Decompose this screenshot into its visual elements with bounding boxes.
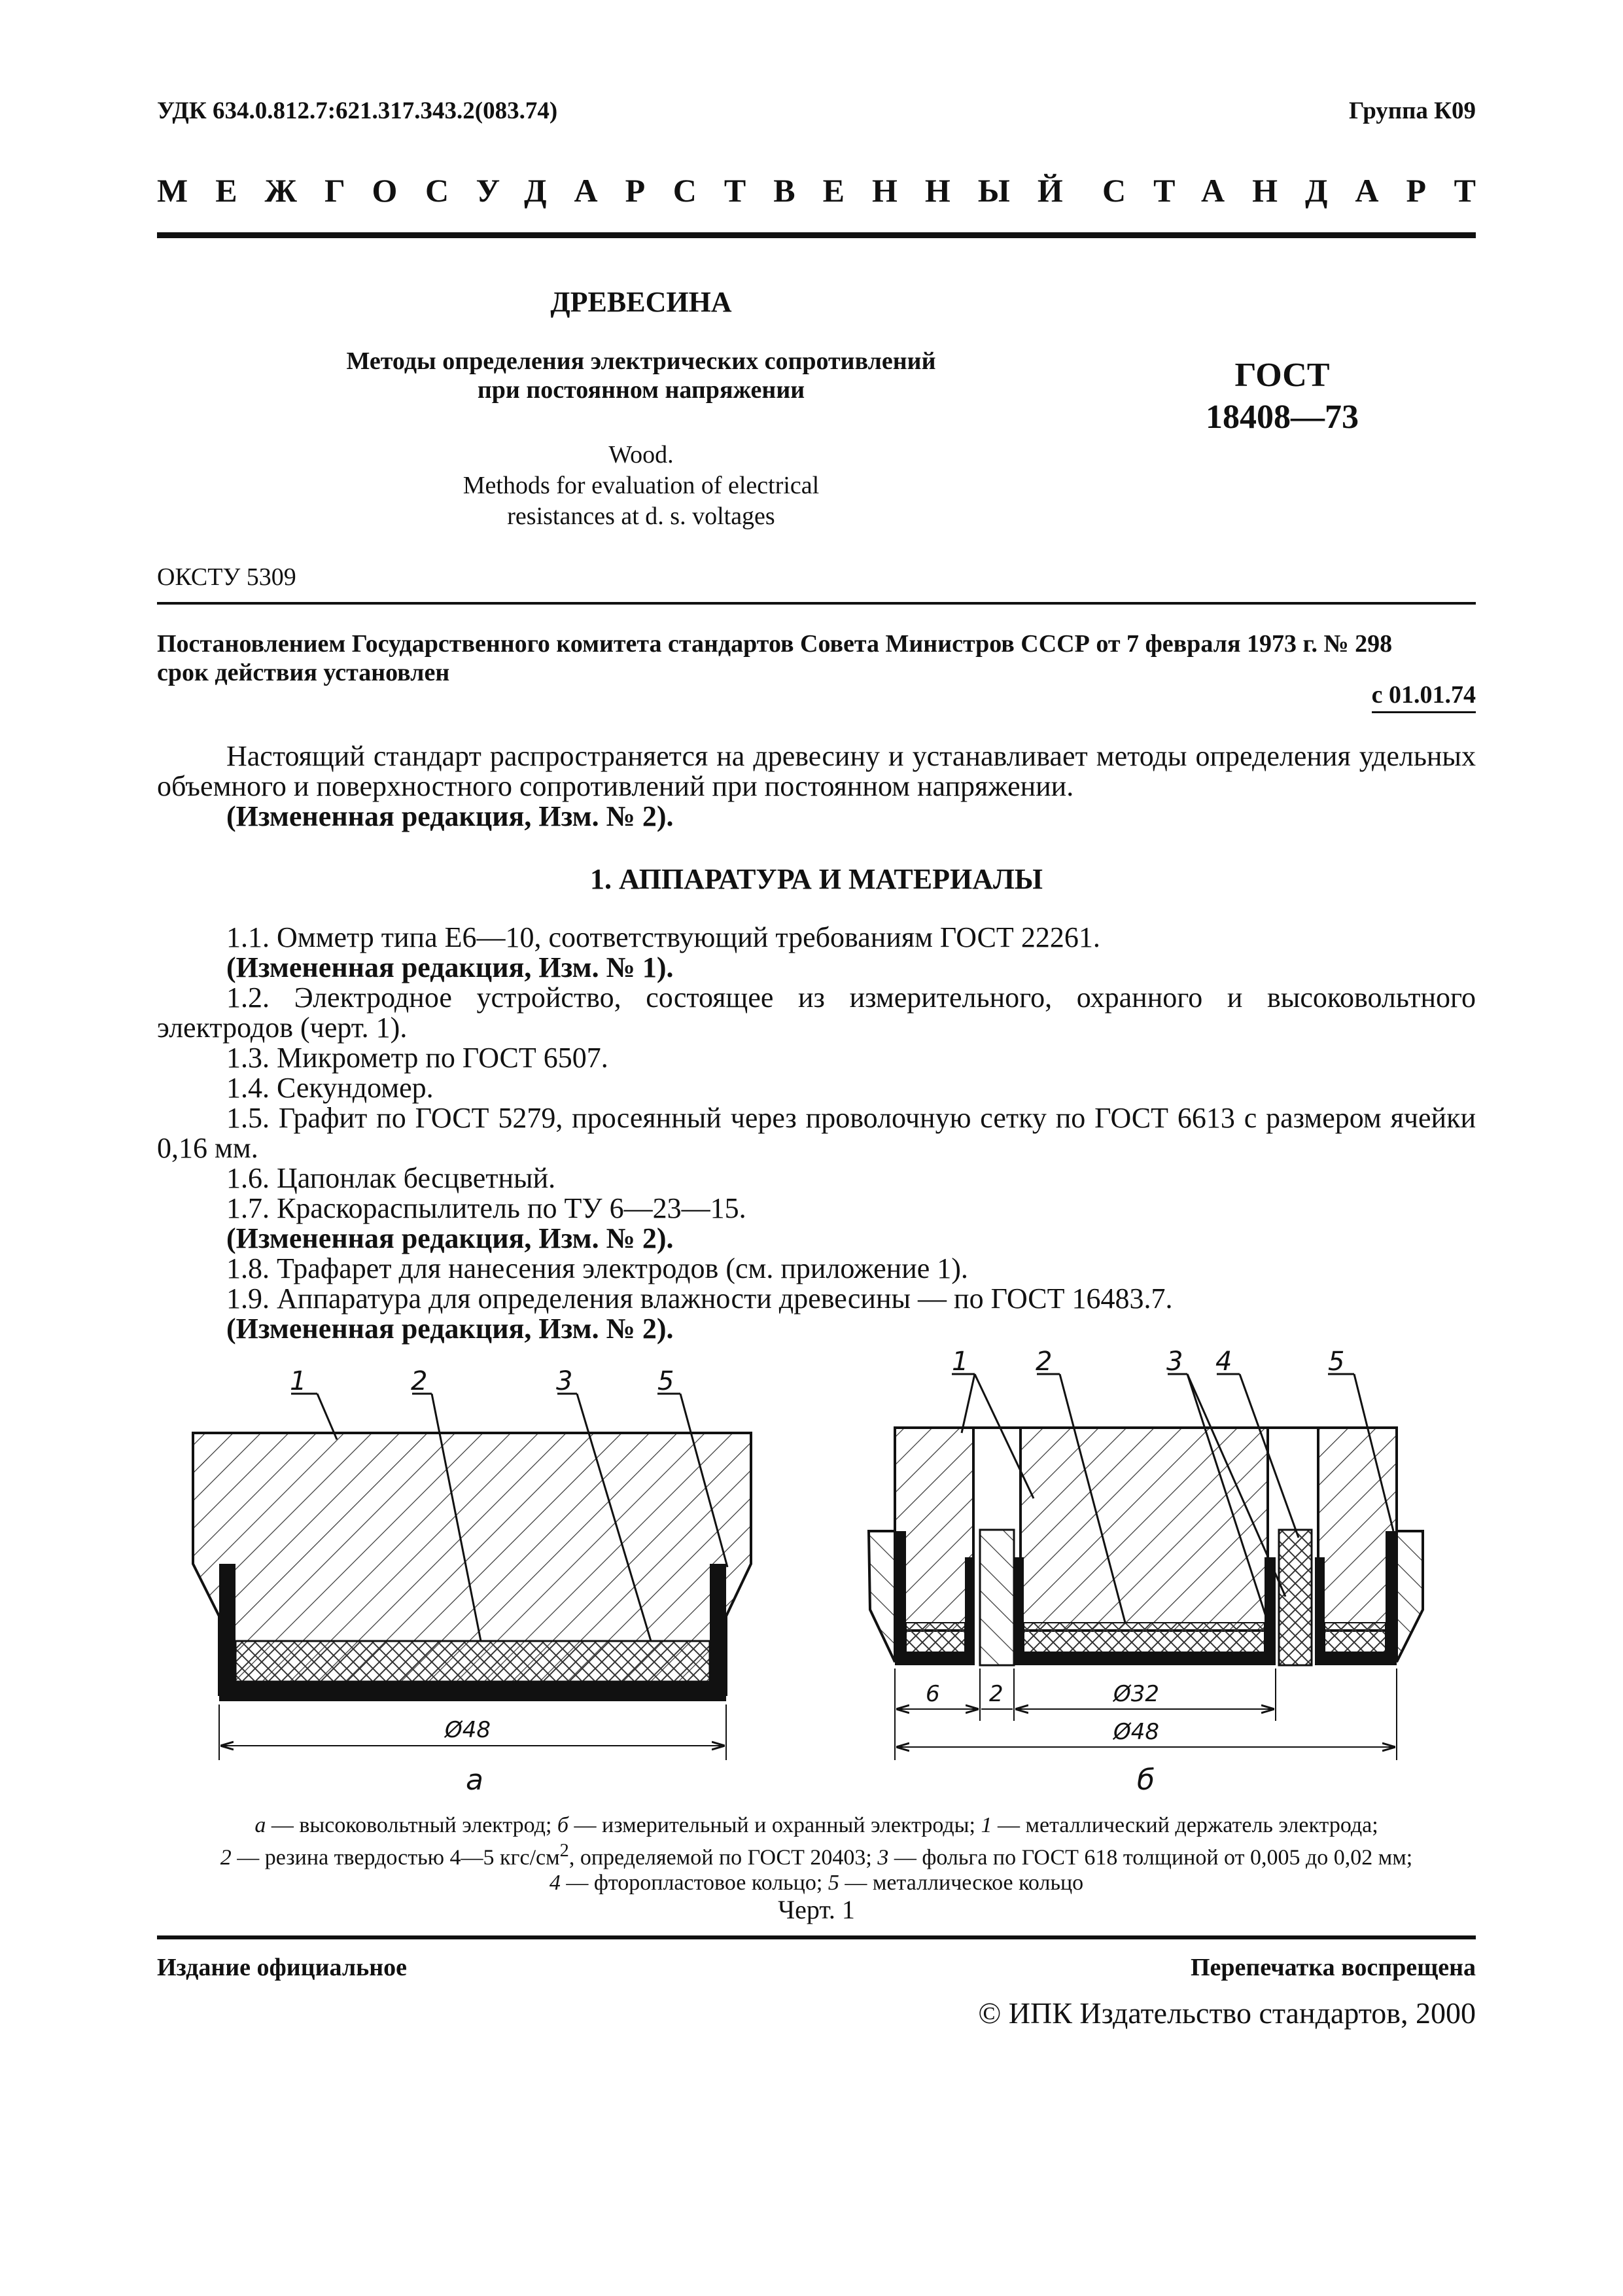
label-b-4: 4: [1215, 1347, 1232, 1377]
intro-paragraph: Настоящий стандарт распространяется на древесину и устанавливает методы определения удельных объемного и поверхностного сопротивлений при постоянном напряжении.: [157, 740, 1476, 802]
dim-b-width-2: 2: [989, 1681, 1003, 1707]
document-title: ДРЕВЕСИНА: [550, 286, 732, 318]
drawing-a: [193, 1366, 751, 1797]
subtitle-line-1: Методы определения электрических сопротивлений: [346, 347, 936, 375]
item-1-9: 1.9. Аппаратура для определения влажности древесины — по ГОСТ 16483.7.: [226, 1282, 1173, 1315]
group-code: Группа К09: [1348, 97, 1476, 124]
item-1-3: 1.3. Микрометр по ГОСТ 6507.: [226, 1042, 608, 1074]
section-heading: 1. АППАРАТУРА И МАТЕРИАЛЫ: [590, 863, 1043, 895]
caption-b: б: [1137, 1763, 1155, 1797]
english-title-line-1: Wood.: [608, 441, 674, 468]
footer-copyright: © ИПК Издательство стандартов, 2000: [978, 1996, 1476, 2030]
intro-amendment: (Измененная редакция, Изм. № 2).: [226, 800, 674, 832]
item-1-8: 1.8. Трафарет для нанесения электродов (см. приложение 1).: [226, 1252, 968, 1284]
figure-legend: [157, 1812, 1476, 1896]
dim-a-diameter: Ø48: [445, 1717, 491, 1743]
label-a-3: 3: [556, 1366, 573, 1396]
subtitle-line-2: при постоянном напряжении: [477, 376, 805, 404]
gost-label: ГОСТ: [1234, 357, 1330, 394]
legend-line-3: 4 — фторопластовое кольцо; 5 — металлическое кольцо: [549, 1871, 1084, 1896]
decree-validity: срок действия установлен: [157, 659, 450, 686]
decree-date: с 01.01.74: [1372, 680, 1476, 713]
footer-rule: [157, 1935, 1476, 1939]
drawing-b: [869, 1347, 1423, 1797]
item-1-9-amendment: (Измененная редакция, Изм. № 2).: [226, 1313, 674, 1345]
standard-type-left: МЕЖГОСУДАРСТВЕННЫЙ: [157, 172, 1091, 209]
footer-official-edition: Издание официальное: [157, 1954, 408, 1981]
label-a-5: 5: [657, 1366, 674, 1396]
label-b-1: 1: [952, 1347, 969, 1377]
english-title-line-2: Methods for evaluation of electrical: [462, 472, 820, 499]
figure-title: Черт. 1: [778, 1895, 855, 1924]
footer-reprint-prohibited: Перепечатка воспрещена: [1190, 1954, 1476, 1981]
dim-b-diameter-32: Ø32: [1113, 1681, 1160, 1707]
label-b-5: 5: [1328, 1347, 1345, 1377]
item-1-1: 1.1. Омметр типа Е6—10, соответствующий требованиям ГОСТ 22261.: [226, 921, 1100, 953]
dim-b-diameter-48: Ø48: [1113, 1719, 1160, 1745]
english-title-line-3: resistances at d. s. voltages: [507, 503, 775, 530]
gost-number: 18408—73: [1206, 398, 1359, 436]
udc-code: УДК 634.0.812.7:621.317.343.2(083.74): [157, 97, 558, 124]
item-1-7: 1.7. Краскораспылитель по ТУ 6—23—15.: [226, 1192, 746, 1224]
label-b-3: 3: [1166, 1347, 1183, 1377]
item-1-4: 1.4. Секундомер.: [226, 1072, 434, 1104]
label-a-1: 1: [290, 1366, 307, 1396]
dim-b-width-6: 6: [926, 1681, 940, 1707]
footer-row: [157, 1953, 1476, 1982]
standard-type-right: СТАНДАРТ: [1102, 172, 1503, 209]
legend-line-1: а — высоковольтный электрод; б — измерительный и охранный электроды; 1 — металлический держатель электрода;: [254, 1813, 1378, 1837]
decree-text: Постановлением Государственного комитета стандартов Совета Министров СССР от 7 февраля 1973 г. № 298: [157, 630, 1393, 658]
label-a-2: 2: [411, 1366, 428, 1396]
item-1-7-amendment: (Измененная редакция, Изм. № 2).: [226, 1222, 674, 1254]
item-1-5: 1.5. Графит по ГОСТ 5279, просеянный через проволочную сетку по ГОСТ 6613 с размером ячейки 0,16 мм.: [157, 1102, 1476, 1164]
item-1-2: 1.2. Электродное устройство, состоящее из измерительного, охранного и высоковольтного электродов (черт. 1).: [157, 981, 1476, 1044]
caption-a: а: [466, 1763, 483, 1797]
item-1-6: 1.6. Цапонлак бесцветный.: [226, 1162, 556, 1194]
legend-line-2: 2 — резина твердостью 4—5 кгс/$см^2$, определяемой по ГОСТ 20403; 3 — фольга по ГОСТ 618 толщиной от 0,005 до 0,02 мм;: [220, 1841, 1413, 1870]
okstu-code: ОКСТУ 5309: [157, 563, 296, 591]
item-1-1-amendment: (Измененная редакция, Изм. № 1).: [226, 951, 674, 983]
label-b-2: 2: [1036, 1347, 1053, 1377]
